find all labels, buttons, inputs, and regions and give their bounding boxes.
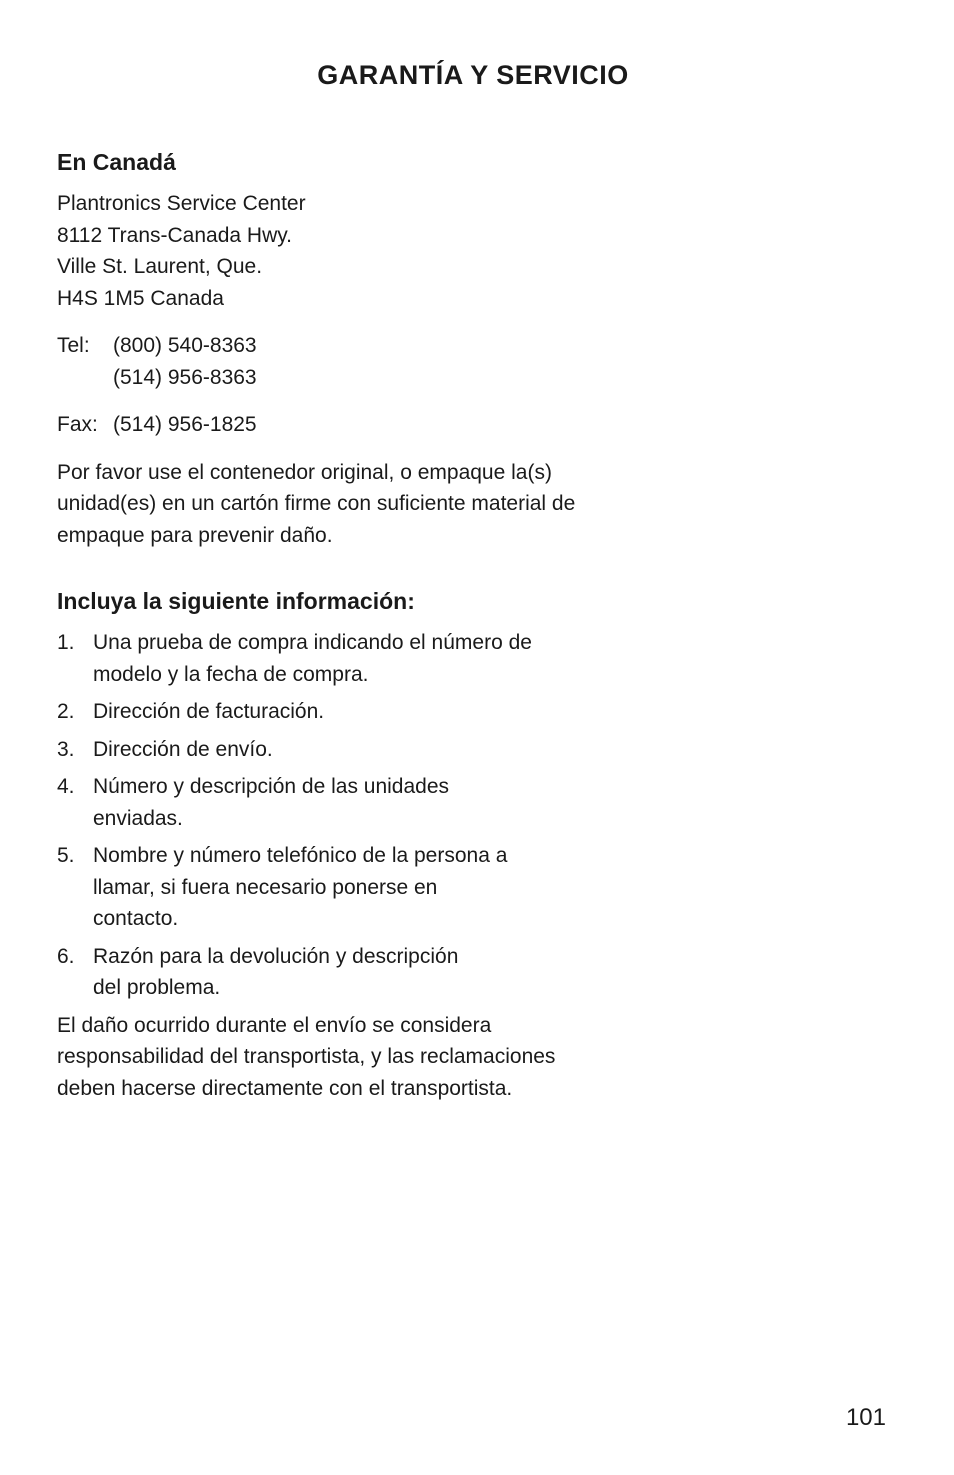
packaging-note: Por favor use el contenedor original, o empaque la(s) unidad(es) en un cartón firme con suficiente material de empaque para prevenir daño.	[57, 460, 576, 547]
tel-label: Tel:	[57, 334, 90, 357]
address-block	[57, 188, 617, 314]
list-item: 6. Razón para la devolución y descripción del problema.	[57, 944, 459, 999]
fax-number: (514) 956-1825	[113, 413, 257, 436]
page-number: 101	[845, 1404, 886, 1431]
address-line: Plantronics Service Center	[57, 192, 306, 215]
closing-paragraph: El daño ocurrido durante el envío se considera responsabilidad del transportista, y las reclamaciones deben hacerse directamente con el transportista.	[57, 1013, 556, 1100]
list-item: 3. Dirección de envío.	[57, 737, 273, 761]
list-item: 4. Número y descripción de las unidades enviadas.	[57, 775, 450, 830]
tel-number-1: (800) 540-8363	[113, 334, 257, 357]
heading-canada: En Canadá	[57, 149, 176, 175]
fax-block	[57, 409, 617, 441]
heading-include-info: Incluya la siguiente información:	[57, 588, 415, 614]
list-item: 1. Una prueba de compra indicando el número de modelo y la fecha de compra.	[57, 631, 532, 686]
list-item: 5. Nombre y número telefónico de la persona a llamar, si fuera necesario ponerse en contacto.	[57, 844, 508, 930]
fax-label: Fax:	[57, 413, 98, 436]
content	[57, 146, 617, 1104]
address-line: H4S 1M5 Canada	[57, 286, 224, 310]
tel-number-2: (514) 956-8363	[113, 365, 257, 389]
phone-block	[57, 330, 617, 393]
address-line: Ville St. Laurent, Que.	[57, 255, 263, 278]
info-list	[57, 627, 617, 1004]
address-line: 8112 Trans-Canada Hwy.	[57, 223, 293, 247]
list-item: 2. Dirección de facturación.	[57, 700, 325, 723]
page-title: GARANTÍA Y SERVICIO	[317, 60, 629, 90]
